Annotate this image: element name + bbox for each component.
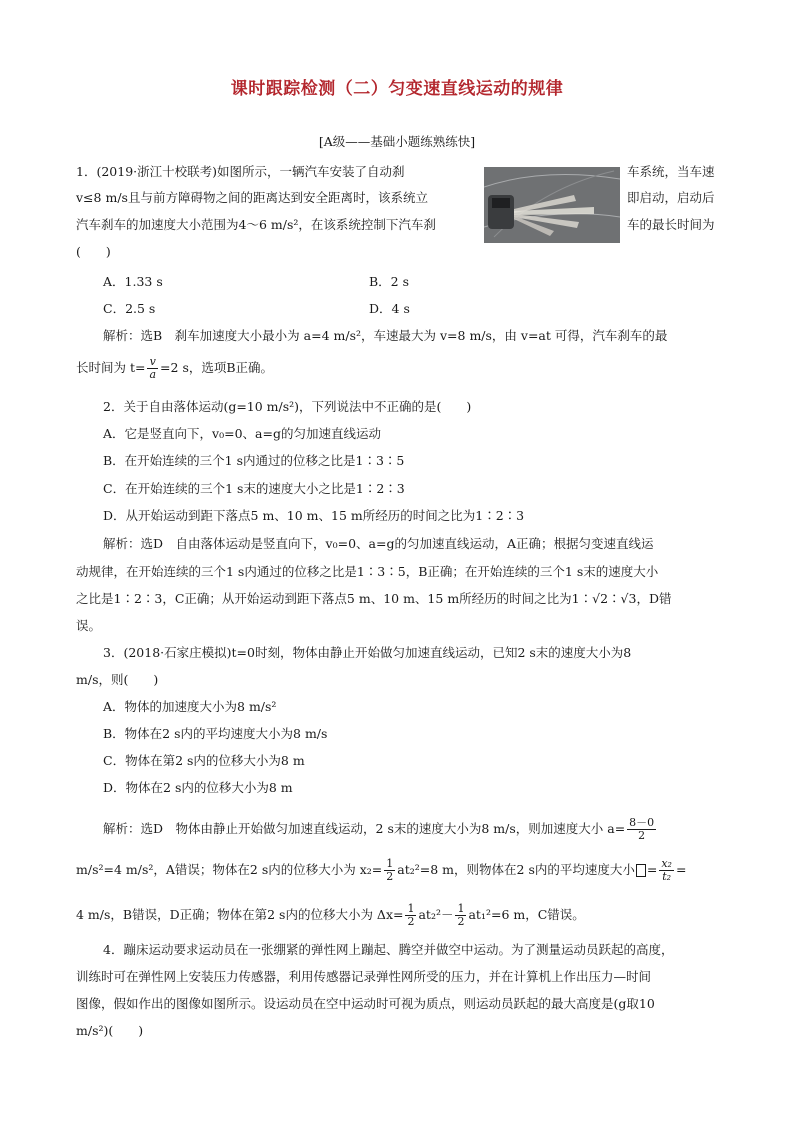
fraction-x2-over-t2: $\frac{\text{x₂}}{\text{t₂}}$	[661, 857, 672, 883]
q3-option-d: D．物体在2 s内的位移大小为8 m	[103, 780, 293, 795]
q4-line1: 4．蹦床运动要求运动员在一张绷紧的弹性网上蹦起、腾空并做空中运动。为了测量运动员跃起的高度，	[103, 942, 674, 957]
q1-option-d: D．4 s	[369, 301, 410, 316]
q2-option-b: B．在开始连续的三个1 s内通过的位移之比是1∶3∶5	[103, 453, 405, 468]
q1-line1: 1．(2019·浙江十校联考)如图所示，一辆汽车安装了自动刹	[76, 164, 405, 179]
q2-option-a: A．它是竖直向下，v₀=0、a=g的匀加速直线运动	[103, 426, 381, 441]
q1-line2: v≤8 m/s且与前方障碍物之间的距离达到安全距离时，该系统立	[76, 190, 428, 205]
q1-line3-right: 车的最长时间为	[627, 217, 715, 232]
fraction-one-half: $\frac{1}{2}$	[386, 857, 394, 883]
fraction-v-over-a: $\frac{v}{a}$	[149, 355, 157, 381]
car-braking-photo	[484, 167, 620, 243]
q1-line1-right: 车系统，当车速	[627, 164, 715, 179]
q3-stem-line1: 3．(2018·石家庄模拟)t=0时刻，物体由静止开始做匀加速直线运动，已知2 s末的速度大小为8	[103, 645, 632, 660]
q2-stem: 2．关于自由落体运动(g=10 m/s²)，下列说法中不正确的是( )	[103, 399, 472, 414]
q2-option-c: C．在开始连续的三个1 s末的速度大小之比是1∶2∶3	[103, 481, 405, 496]
q1-option-b: B．2 s	[369, 274, 410, 289]
q3-answer-line1: 解析：选D 物体由静止开始做匀加速直线运动，2 s末的速度大小为8 m/s，则加速度大小 a= $\frac{8-0}{2}$	[103, 816, 655, 842]
q1-answer-line1: 解析：选B 刹车加速度大小最小为 a=4 m/s²，车速最大为 v=8 m/s，由 v=at 可得，汽车刹车的最	[103, 328, 668, 343]
q3-answer-line2: m/s²=4 m/s²，A错误；物体在2 s内的位移大小为 x₂= $\frac{1}{2}$ at₂²=8 m，则物体在2 s内的平均速度大小 = $\frac{\text{x₂}}{\text{t₂}}$ =	[76, 857, 687, 883]
q4-line3: 图像，假如作出的图像如图所示。设运动员在空中运动时可视为质点，则运动员跃起的最大高度是(g取10	[76, 996, 655, 1011]
q1-option-c: C．2.5 s	[103, 301, 156, 316]
fraction-one-half-a: $\frac{1}{2}$	[407, 902, 415, 928]
fraction-8-minus-0-over-2: $\frac{8-0}{2}$	[629, 816, 655, 842]
q1-line2-right: 即启动，启动后	[627, 190, 715, 205]
boxed-symbol	[636, 864, 646, 877]
q3-option-a: A．物体的加速度大小为8 m/s²	[103, 699, 277, 714]
q1-option-a: A．1.33 s	[103, 274, 163, 289]
fraction-one-half-b: $\frac{1}{2}$	[457, 902, 465, 928]
q2-answer-line4: 误。	[76, 618, 102, 633]
q1-line4: ( )	[76, 244, 111, 259]
q2-answer-line3: 之比是1∶2∶3，C正确；从开始运动到距下落点5 m、10 m、15 m所经历的时间之比为1∶√2∶√3，D错	[76, 591, 672, 606]
q2-option-d: D．从开始运动到距下落点5 m、10 m、15 m所经历的时间之比为1∶2∶3	[103, 508, 525, 523]
q2-answer-line2: 动规律，在开始连续的三个1 s内通过的位移之比是1∶3∶5，B正确；在开始连续的三个1 s末的速度大小	[76, 564, 659, 579]
q4-line4: m/s²)( )	[76, 1023, 144, 1038]
q3-stem-line2: m/s，则( )	[76, 672, 159, 687]
q3-option-c: C．物体在第2 s内的位移大小为8 m	[103, 753, 305, 768]
q4-line2: 训练时可在弹性网上安装压力传感器，利用传感器记录弹性网所受的压力，并在计算机上作出压力—时间	[76, 969, 652, 984]
q1-line3: 汽车刹车的加速度大小范围为4～6 m/s²，在该系统控制下汽车刹	[76, 217, 436, 232]
q1-answer-line2: 长时间为 t= $\frac{v}{a}$ =2 s，选项B正确。	[76, 355, 274, 381]
q2-answer-line1: 解析：选D 自由落体运动是竖直向下，v₀=0、a=g的匀加速直线运动，A正确；根据匀变速直线运	[103, 536, 654, 551]
q3-answer-line3: 4 m/s，B错误，D正确；物体在第2 s内的位移大小为 Δx= $\frac{1}{2}$ at₂²－ $\frac{1}{2}$ at₁²=6 m，C错误。	[76, 902, 585, 928]
q3-option-b: B．物体在2 s内的平均速度大小为8 m/s	[103, 726, 328, 741]
page-title: 课时跟踪检测（二）匀变速直线运动的规律	[230, 79, 564, 99]
section-heading: [A级——基础小题练熟练快]	[318, 134, 476, 149]
